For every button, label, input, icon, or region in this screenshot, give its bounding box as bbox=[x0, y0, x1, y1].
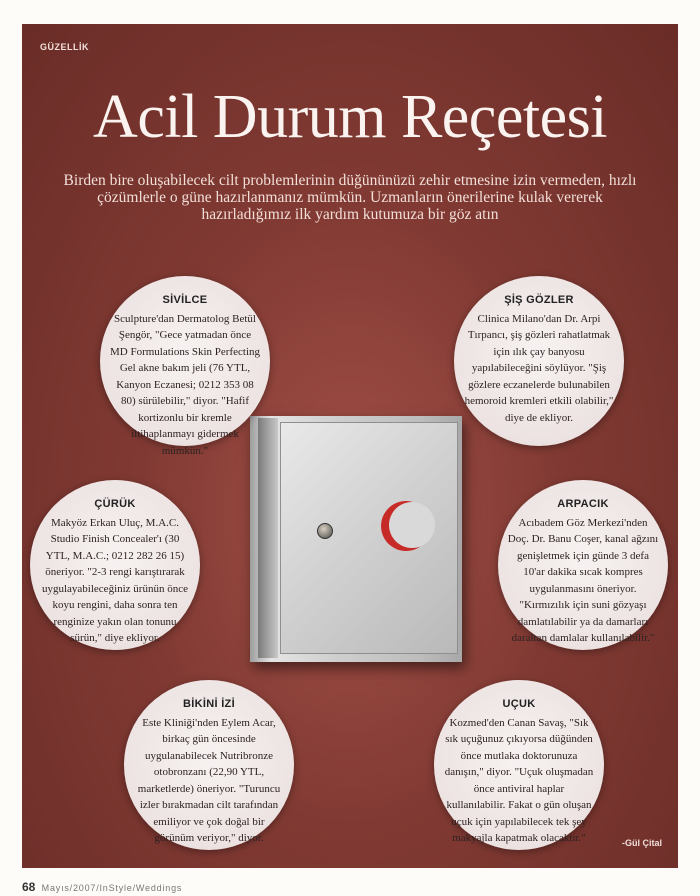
section-label: GÜZELLİK bbox=[40, 42, 89, 52]
tip-curuk bbox=[30, 480, 200, 650]
issue-info: Mayıs/2007/InStyle/Weddings bbox=[41, 883, 183, 893]
tip-text: Makyöz Erkan Uluç, M.A.C. Studio Finish Concealer'ı (30 YTL, M.A.C.; 0212 282 26 15) öneriyor. "2-3 rengi karıştırarak uygulayabileceğiniz ürünün önce koyu rengini, daha sonra ten renginize yakın olan tonunu sürün," diye ekliyor. bbox=[41, 516, 188, 644]
article-panel bbox=[22, 24, 678, 868]
tip-heading: BİKİNİ İZİ bbox=[183, 698, 235, 710]
tip-sis-gozler bbox=[454, 276, 624, 446]
page-number: 68 bbox=[22, 880, 36, 894]
red-crescent-icon bbox=[381, 501, 431, 551]
tip-bikini-izi bbox=[124, 680, 294, 850]
tip-ucuk bbox=[434, 680, 604, 850]
page-footer bbox=[22, 880, 182, 894]
author-byline: -Gül Çital bbox=[622, 838, 662, 848]
tip-heading: SİVİLCE bbox=[162, 294, 208, 306]
first-aid-cabinet-image bbox=[250, 416, 462, 662]
tip-text: Este Kliniği'nden Eylem Acar, birkaç gün öncesinde uygulanabilecek Nutribronze otobronzanı (22,90 YTL, marketlerde) öneriyor. "Turuncu izler bırakmadan cilt tarafından emiliyor ve çok doğal bir görünüm veriyor," diyor. bbox=[137, 716, 281, 844]
lock-icon bbox=[317, 523, 333, 539]
article-title: Acil Durum Reçetesi bbox=[93, 83, 607, 151]
tip-heading: ARPACIK bbox=[557, 498, 609, 510]
tip-heading: ŞİŞ GÖZLER bbox=[504, 294, 574, 306]
cabinet-side bbox=[258, 418, 278, 658]
tip-text: Kozmed'den Canan Savaş, "Sık sık uçuğunuz çıkıyorsa düğünden önce mutlaka doktorunuza danışın," diyor. "Uçuk oluşmadan önce antiviral haplar kullanılabilir. Fakat o gün oluşan uçuk için yapılabilecek tek şey makyajla kapatmak olacaktır." bbox=[444, 716, 594, 844]
cabinet-door bbox=[280, 422, 458, 654]
tip-text: Clinica Milano'dan Dr. Arpi Tırpancı, şiş gözleri rahatlatmak için ılık çay banyosu yapılabileceğini söylüyor. "Şiş gözlere eczanelerde bulunabilen hemoroid kremleri etkili olabilir," diye de ekliyor. bbox=[464, 312, 614, 424]
article-intro: Birden bire oluşabilecek cilt problemlerinin düğününüzü zehir etmesine izin vermeden, hızlı çözümlerle o güne hazırlanmanız mümkün. Uzmanların önerilerine kulak vererek hazırladığımız ilk yardım kutumuza bir göz atın bbox=[63, 172, 637, 223]
tip-heading: ÇÜRÜK bbox=[94, 498, 136, 510]
tip-arpacik bbox=[498, 480, 668, 650]
tip-sivilce bbox=[100, 276, 270, 457]
tip-text: Acıbadem Göz Merkezi'nden Doç. Dr. Banu Coşer, kanal ağzını genişletmek için günde 3 defa 10'ar dakika sıcak kompres uygulanmasını öneriyor. "Kırmızılık için suni gözyaşı damlatılabilir ya da damarları daraltan damlalar kullanılabilir." bbox=[507, 516, 659, 644]
tip-text: Sculpture'dan Dermatolog Betül Şengör, "Gece yatmadan önce MD Formulations Skin Perfecting Gel akne bakım jeli (76 YTL, Kanyon Eczanesi; 0212 353 08 80) sürülebilir," diyor. "Hafif kortizonlu bir kremle iltihaplanmayı gidermek mümkün." bbox=[109, 312, 261, 457]
tip-heading: UÇUK bbox=[502, 698, 536, 710]
